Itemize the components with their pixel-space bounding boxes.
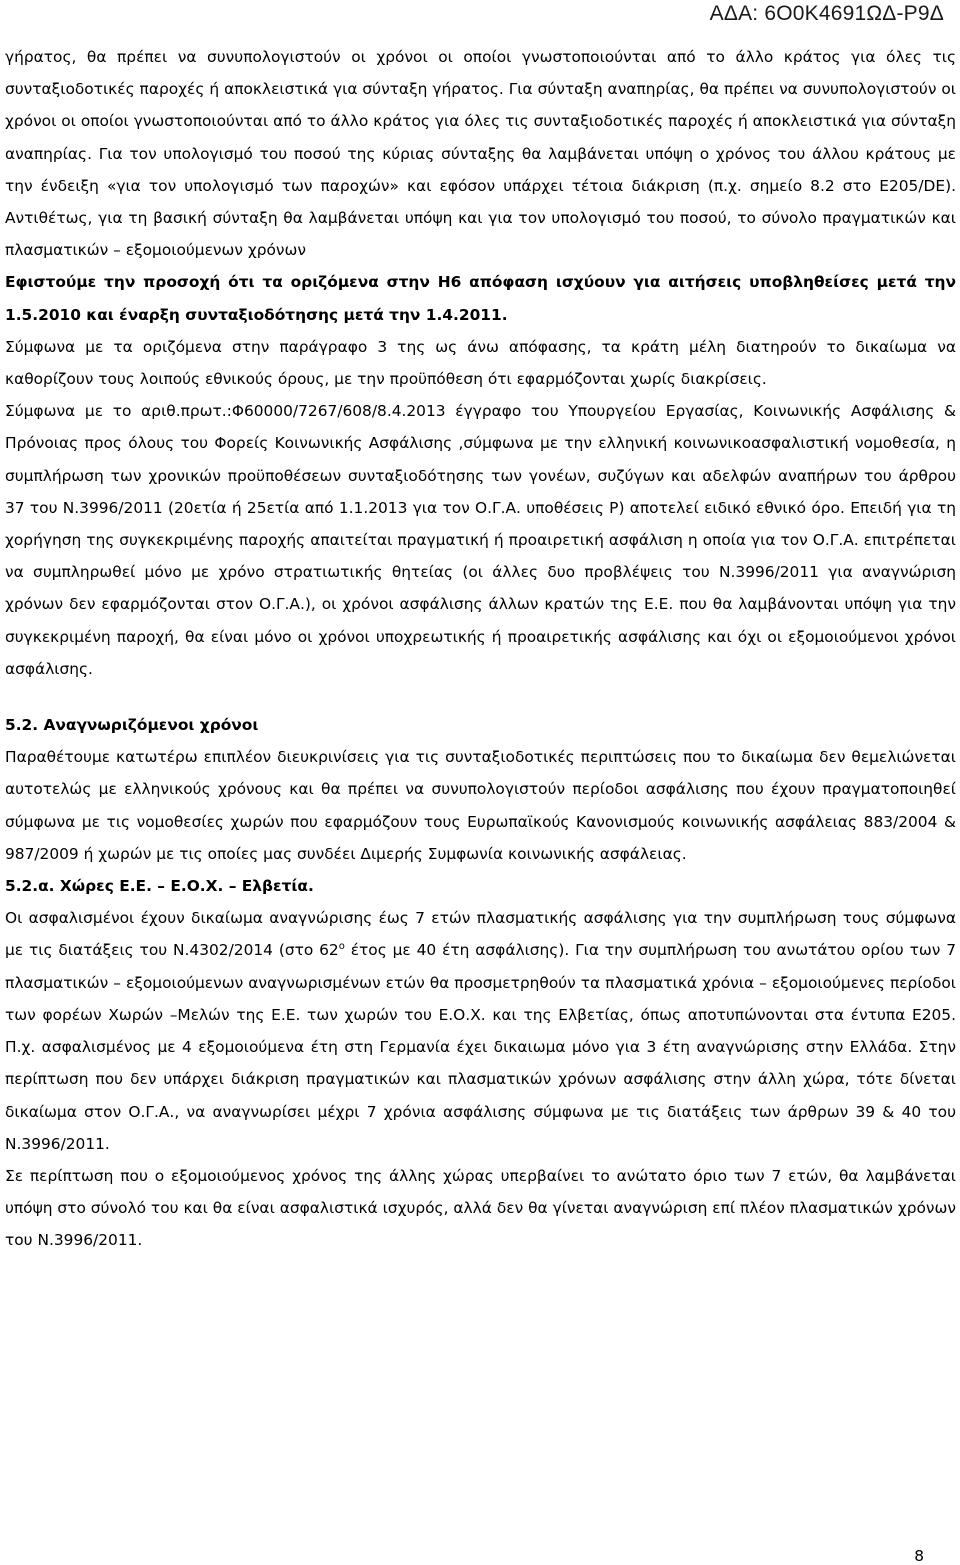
section-heading (5, 709, 956, 741)
paragraph-clarifications: Παραθέτουμε κατωτέρω επιπλέον διευκρινίσεις για τις συνταξιοδοτικές περιπτώσεις που το δικαίωμα δεν θεμελιώνεται αυτοτελώς με ελληνικούς χρόνους και θα πρέπει να συνυπολογιστούν περίοδοι ασφάλισης που έχουν πραγματοποιηθεί σύμφωνα με τις νομοθεσίες χωρών που εφαρμόζουν τους Ευρωπαϊκούς Κανονισμούς κοινωνικής ασφάλειας 883/2004 & 987/2009 ή χωρών με τις οποίες μας συνδέει Διμερής Συμφωνία κοινωνικής ασφάλειας. (5, 748, 956, 863)
basic-pension-text: Αντιθέτως, για τη βασική σύνταξη θα λαμβάνεται υπόψη και για τον υπολογισμό του ποσού, το σύνολο πραγματικών και πλασματικών – εξομοιούμενων χρόνων (5, 209, 956, 260)
ordinal-superscript: ο (338, 941, 345, 953)
seven-years-text: Για την συμπλήρωση του ανωτάτου ορίου των 7 πλασματικών – εξομοιούμενων αναγνωρισμένων ετών θα προσμετρηθούν τα πλασματικά χρόνια – εξομοιούμενες περίοδοι των φορέων Χωρών –Μελών της Ε.Ε. των χωρών του Ε.Ο.Χ. και της Ελβετίας, όπως αποτυπώνονται στα έντυπα Ε205. (5, 941, 956, 1024)
bold-notice: Εφιστούμε την προσοχή ότι τα οριζόμενα στην Η6 απόφαση ισχύουν για αιτήσεις υποβληθείσες μετά την 1.5.2010 και έναρξη συνταξιοδότησης μετά την 1.4.2011. (5, 273, 956, 324)
paragraph-member-states: Σύμφωνα με τα οριζόμενα στην παράγραφο 3 της ως άνω απόφασης, τα κράτη μέλη διατηρούν το δικαίωμα να καθορίζουν τους λοιπούς εθνικούς όρους, με την προϋπόθεση ότι εφαρμόζονται χωρίς διακρίσεις. (5, 337, 956, 389)
pension-amount-text: Για τον υπολογισμό του ποσού της κύριας σύνταξης θα λαμβάνεται υπόψη ο χρόνος του άλλου κράτους με την ένδειξη «για τον υπολογισμό των παροχών» και εφόσον υπάρχει τέτοια διάκριση (π.χ. σημείο 8.2 στο Ε205/DE). (5, 144, 956, 195)
ada-identifier: ΑΔΑ: 6Ο0Κ4691ΩΔ-Ρ9Δ (709, 2, 944, 25)
oga-insurance-text: Επειδή για τη χορήγηση της συγκεκριμένης παροχής απαιτείται πραγματική ή προαιρετική ασφάλιση η οποία για τον Ο.Γ.Α. επιτρέπεται να συμπληρωθεί μόνο με χρόνο στρατιωτικής θητείας (οι άλλες δυο προβλέψεις του Ν.3996/2011 για αναγνώριση χρόνων δεν εφαρμόζονται στον Ο.Γ.Α.), οι χρόνοι ασφάλισης άλλων κρατών της Ε.Ε. που θα λαμβάνονται υπόψη για την συγκεκριμένη παροχή, θα είναι μόνο οι χρόνοι υποχρεωτικής ή προαιρετικής ασφάλισης και όχι οι εξομοιούμενοι χρόνοι ασφάλισης. (5, 498, 956, 678)
section-heading-text: Αναγνωριζόμενοι χρόνοι (43, 716, 259, 735)
page-number: 8 (914, 1547, 924, 1565)
no-distinction-text: Στην περίπτωση που δεν υπάρχει διάκριση πραγματικών και πλασματικών χρόνων ασφάλισης στην άλλη χώρα, τότε δίνεται δικαίωμα στον Ο.Γ.Α., να αναγνωρίσει μέχρι 7 χρόνια ασφάλισης σύμφωνα με τις διατάξεις των άρθρων 39 & 40 του Ν.3996/2011. (5, 1038, 956, 1153)
paragraph-pension-times (5, 41, 956, 266)
sub-heading: 5.2.α. Χώρες Ε.Ε. – Ε.Ο.Χ. – Ελβετία. (5, 877, 314, 896)
paragraph-insured-rights (5, 902, 956, 1160)
section-heading-number: 5.2. (5, 716, 39, 735)
insured-rights-text-end: έτος με 40 έτη ασφάλισης). (344, 941, 570, 960)
example-text: Π.χ. ασφαλισμένος με 4 εξομοιούμενα έτη στη Γερμανία έχει δικαιωμα μόνο για 3 έτη αναγνώρισης στην Ελλάδα. (5, 1038, 913, 1057)
spacer (5, 685, 956, 709)
ministry-document-text: Σύμφωνα με το αριθ.πρωτ.:Φ60000/7267/608/8.4.2013 έγγραφο του Υπουργείου Εργασίας, Κοινωνικής Ασφάλισης & Πρόνοιας προς όλους του Φορείς Κοινωνικής Ασφάλισης ,σύμφωνα με την ελληνική κοινωνικοασφαλιστική νομοθεσία, η συμπλήρωση των χρονικών προϋποθέσεων συνταξιοδότησης των γονέων, συζύγων και αδελφών αναπήρων του άρθρου 37 του Ν.3996/2011 (20ετία ή 25ετία από 1.1.2013 για τον Ο.Γ.Α. υποθέσεις Ρ) αποτελεί ειδικό εθνικό όρο. (5, 402, 956, 517)
document-body (5, 41, 956, 1257)
paragraph-ministry-document (5, 395, 956, 685)
paragraph-exceeding-limit: Σε περίπτωση που ο εξομοιούμενος χρόνος της άλλης χώρας υπερβαίνει το ανώτατο όριο των 7 ετών, θα λαμβάνεται υπόψη στο σύνολό του και θα είναι ασφαλιστικά ισχυρός, αλλά δεν θα γίνεται αναγνώριση επί πλέον πλασματικών χρόνων του Ν.3996/2011. (5, 1166, 956, 1250)
pension-times-text: γήρατος, θα πρέπει να συνυπολογιστούν οι χρόνοι οι οποίοι γνωστοποιούνται από το άλλο κράτος για όλες τις συνταξιοδοτικές παροχές ή αποκλειστικά για σύνταξη γήρατος. Για σύνταξη αναπηρίας, θα πρέπει να συνυπολογιστούν οι χρόνοι οι οποίοι γνωστοποιούνται από το άλλο κράτος για όλες τις συνταξιοδοτικές παροχές ή αποκλειστικά για σύνταξη αναπηρίας. (5, 48, 956, 163)
insured-rights-text: Οι ασφαλισμένοι έχουν δικαίωμα αναγνώρισης έως 7 ετών πλασματικής ασφάλισης για την συμπλήρωση τους σύμφωνα με τις διατάξεις του Ν.4302/2014 (στο 62 (5, 909, 956, 960)
